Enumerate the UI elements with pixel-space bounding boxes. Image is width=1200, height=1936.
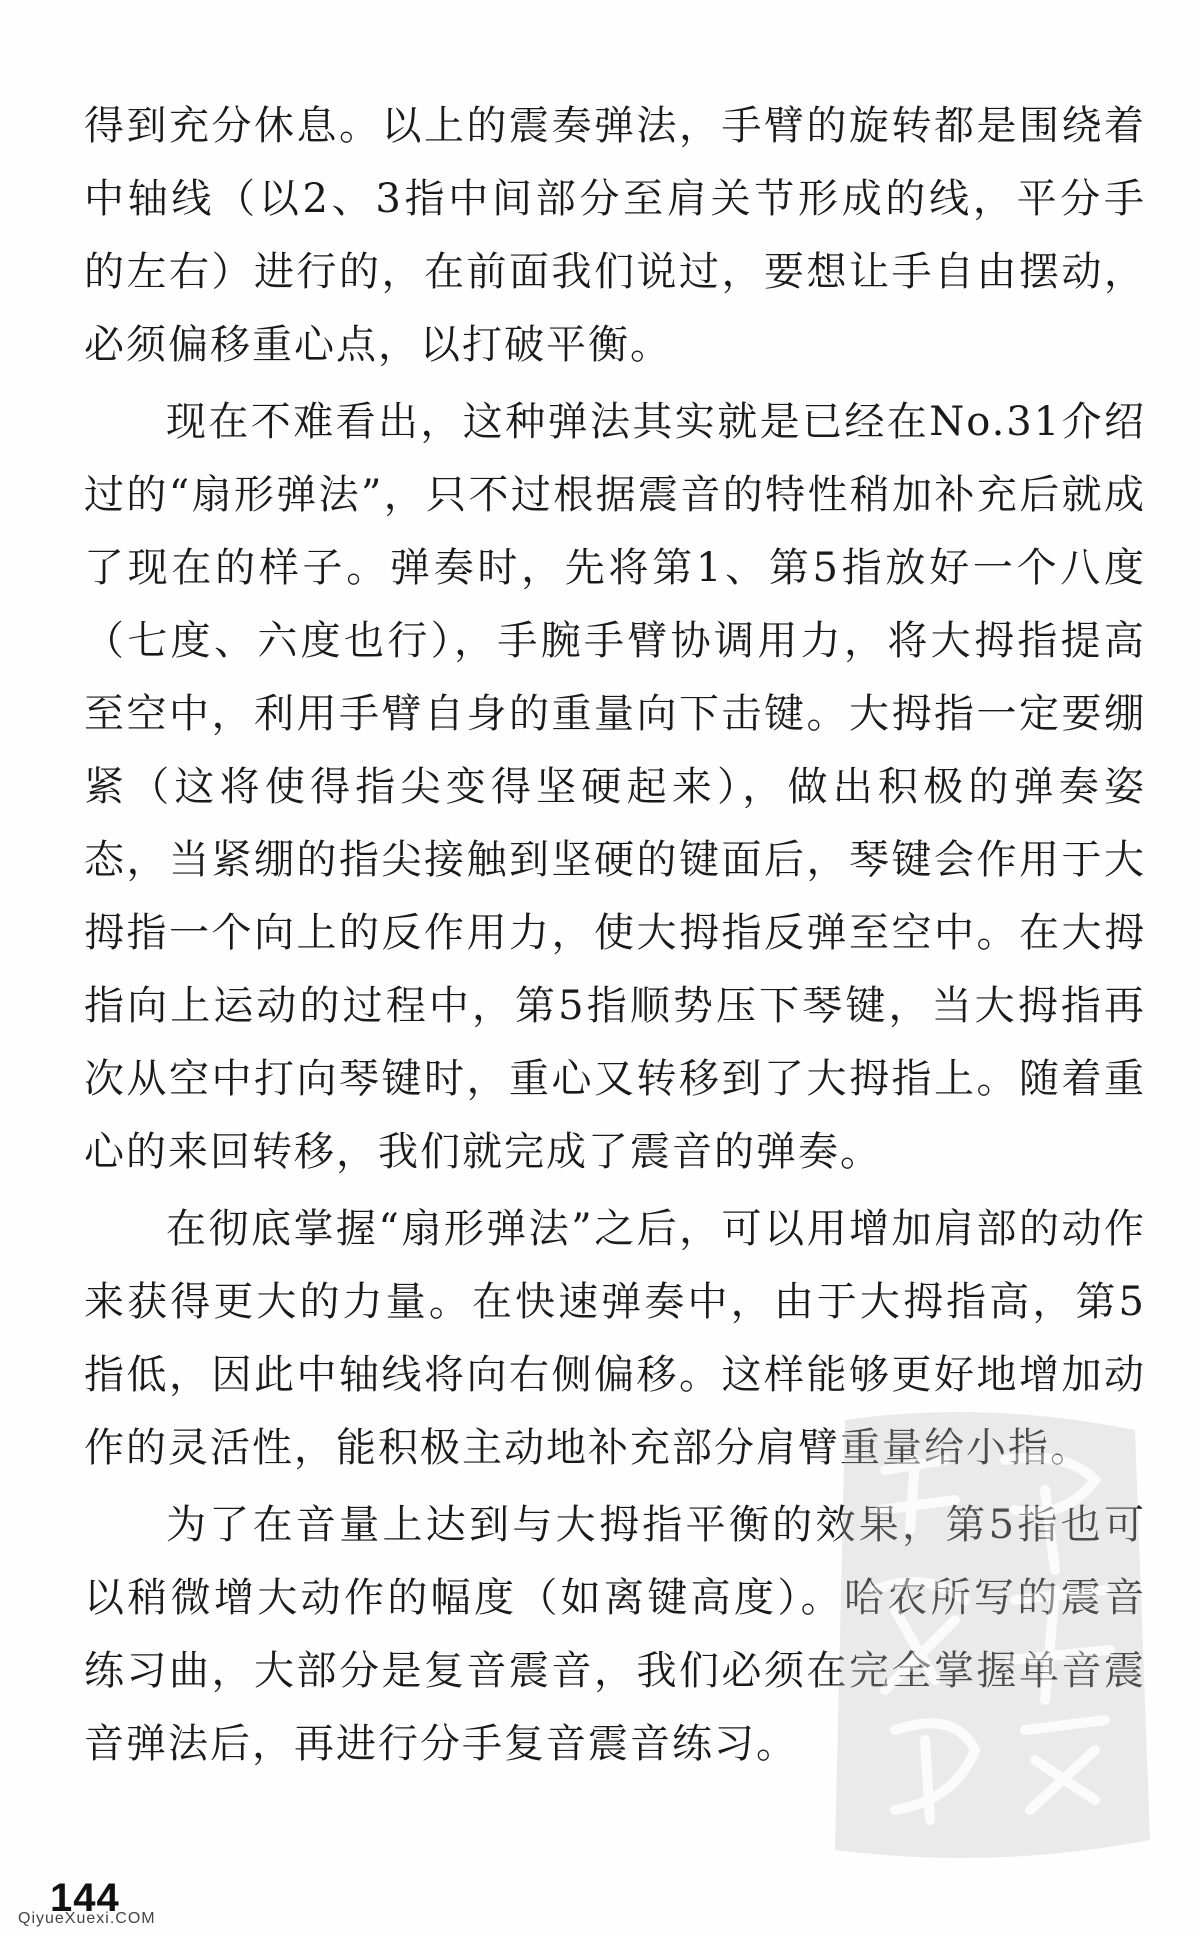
paragraph-2: 现在不难看出，这种弹法其实就是已经在No.31介绍过的“扇形弹法”，只不过根据震音的特性稍加补充后就成了现在的样子。弹奏时，先将第1、第5指放好一个八度（七度、六度也行），手腕手臂协调用力，将大拇指提高至空中，利用手臂自身的重量向下击键。大拇指一定要绷紧（这将使得指尖变得坚硬起来），做出积极的弹奏姿态，当紧绷的指尖接触到坚硬的键面后，琴键会作用于大拇指一个向上的反作用力，使大拇指反弹至空中。在大拇指向上运动的过程中，第5指顺势压下琴键，当大拇指再次从空中打向琴键时，重心又转移到了大拇指上。随着重心的来回转移，我们就完成了震音的弹奏。 bbox=[84, 399, 1146, 1175]
page-number: 144 bbox=[50, 1876, 120, 1920]
site-watermark: QiyueXuexi.COM bbox=[18, 1910, 156, 1927]
paragraph-3: 在彻底掌握“扇形弹法”之后，可以用增加肩部的动作来获得更大的力量。在快速弹奏中，由于大拇指高，第5指低，因此中轴线将向右侧偏移。这样能够更好地增加动作的灵活性，能积极主动地补充部分肩臂重量给小指。 bbox=[84, 1206, 1146, 1471]
paragraph-1: 得到充分休息。以上的震奏弹法，手臂的旋转都是围绕着中轴线（以2、3指中间部分至肩关节形成的线，平分手的左右）进行的，在前面我们说过，要想让手自由摆动，必须偏移重心点，以打破平衡。 bbox=[84, 103, 1146, 368]
library-stamp-icon bbox=[805, 1400, 1165, 1870]
paragraph-4: 为了在音量上达到与大拇指平衡的效果，第5指也可以稍微增大动作的幅度（如离键高度）。哈农所写的震音练习曲，大部分是复音震音，我们必须在完全掌握单音震音弹法后，再进行分手复音震音练习。 bbox=[84, 1502, 1146, 1767]
